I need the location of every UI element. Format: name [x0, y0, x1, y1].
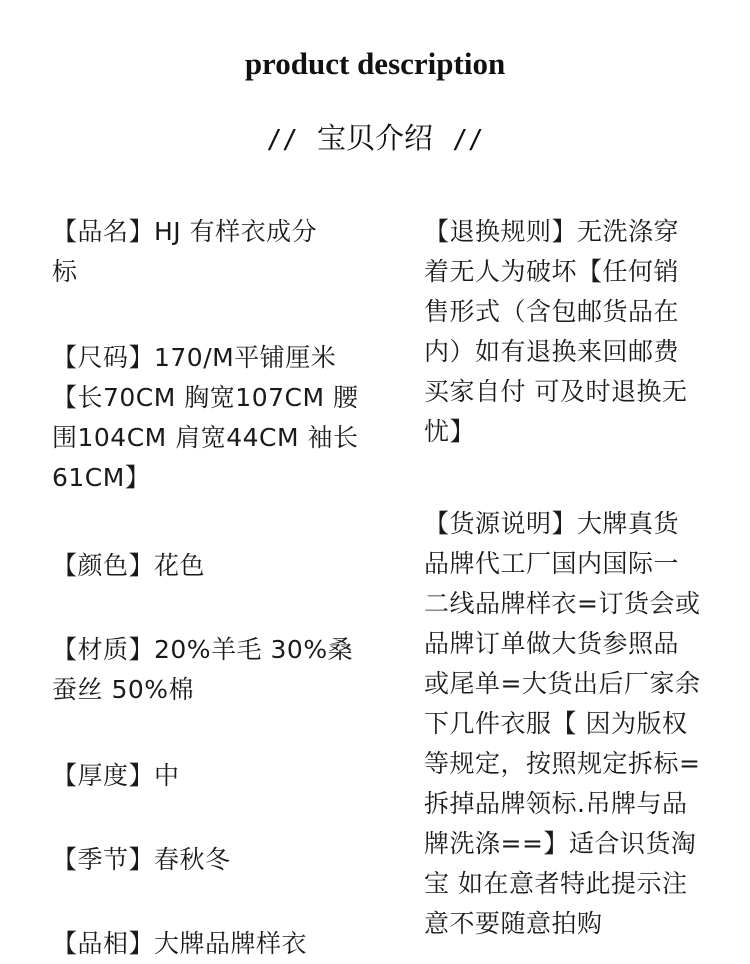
spec-grade — [52, 924, 352, 964]
page-title: product description — [244, 46, 506, 81]
spec-line: 【品名】HJ 有样衣成分 — [52, 217, 318, 246]
spec-material — [52, 630, 352, 710]
subtitle-left-slashes: // — [266, 125, 298, 155]
spec-line: 【尺码】170/M平铺厘米 — [52, 343, 337, 372]
spec-line: 【颜色】花色 — [52, 551, 206, 580]
source-line: 意不要随意拍购 — [424, 909, 603, 938]
policy-line: 着无人为破坏【任何销 — [424, 257, 680, 286]
spec-line: 【厚度】中 — [52, 761, 180, 790]
spec-color — [52, 546, 352, 586]
source-line: 【货源说明】大牌真货 — [424, 509, 680, 538]
spec-line: 【季节】春秋冬 — [52, 845, 231, 874]
source-line: 品牌订单做大货参照品 — [424, 629, 680, 658]
spec-line: 61CM】 — [52, 463, 151, 492]
policy-line: 【退换规则】无洗涤穿 — [424, 217, 680, 246]
policy-line: 买家自付 可及时退换无 — [424, 377, 688, 406]
policy-line: 内）如有退换来回邮费 — [424, 337, 680, 366]
spec-size — [52, 338, 359, 498]
spec-line: 标 — [52, 257, 78, 286]
source-line: 等规定，按照规定拆标= — [424, 749, 701, 778]
source-line: 或尾单=大货出后厂家余 — [424, 669, 701, 698]
source-line: 宝 如在意者特此提示注 — [424, 869, 688, 898]
spec-name — [52, 212, 352, 292]
return-policy — [424, 212, 720, 452]
policy-line: 售形式（含包邮货品在 — [424, 297, 680, 326]
source-line: 二线品牌样衣=订货会或 — [424, 589, 701, 618]
spec-thickness — [52, 756, 352, 796]
spec-line: 【材质】20%羊毛 30%桑 — [52, 635, 354, 664]
subtitle-right-slashes: // — [452, 125, 484, 155]
spec-line: 围104CM 肩宽44CM 袖长 — [52, 423, 359, 452]
subtitle-text: 宝贝介绍 — [316, 121, 433, 155]
source-line: 品牌代工厂国内国际一 — [424, 549, 680, 578]
page-subtitle — [0, 118, 750, 160]
spec-line: 【长70CM 胸宽107CM 腰 — [52, 383, 359, 412]
policy-line: 忧】 — [424, 417, 476, 446]
spec-season — [52, 840, 352, 880]
source-line: 牌洗涤==】适合识货淘 — [424, 829, 697, 858]
source-line: 下几件衣服【 因为版权 — [424, 709, 688, 738]
spec-line: 蚕丝 50%棉 — [52, 675, 195, 704]
source-description — [424, 504, 720, 944]
source-line: 拆掉品牌领标.吊牌与品 — [424, 789, 688, 818]
spec-line: 【品相】大牌品牌样衣 — [52, 929, 308, 958]
